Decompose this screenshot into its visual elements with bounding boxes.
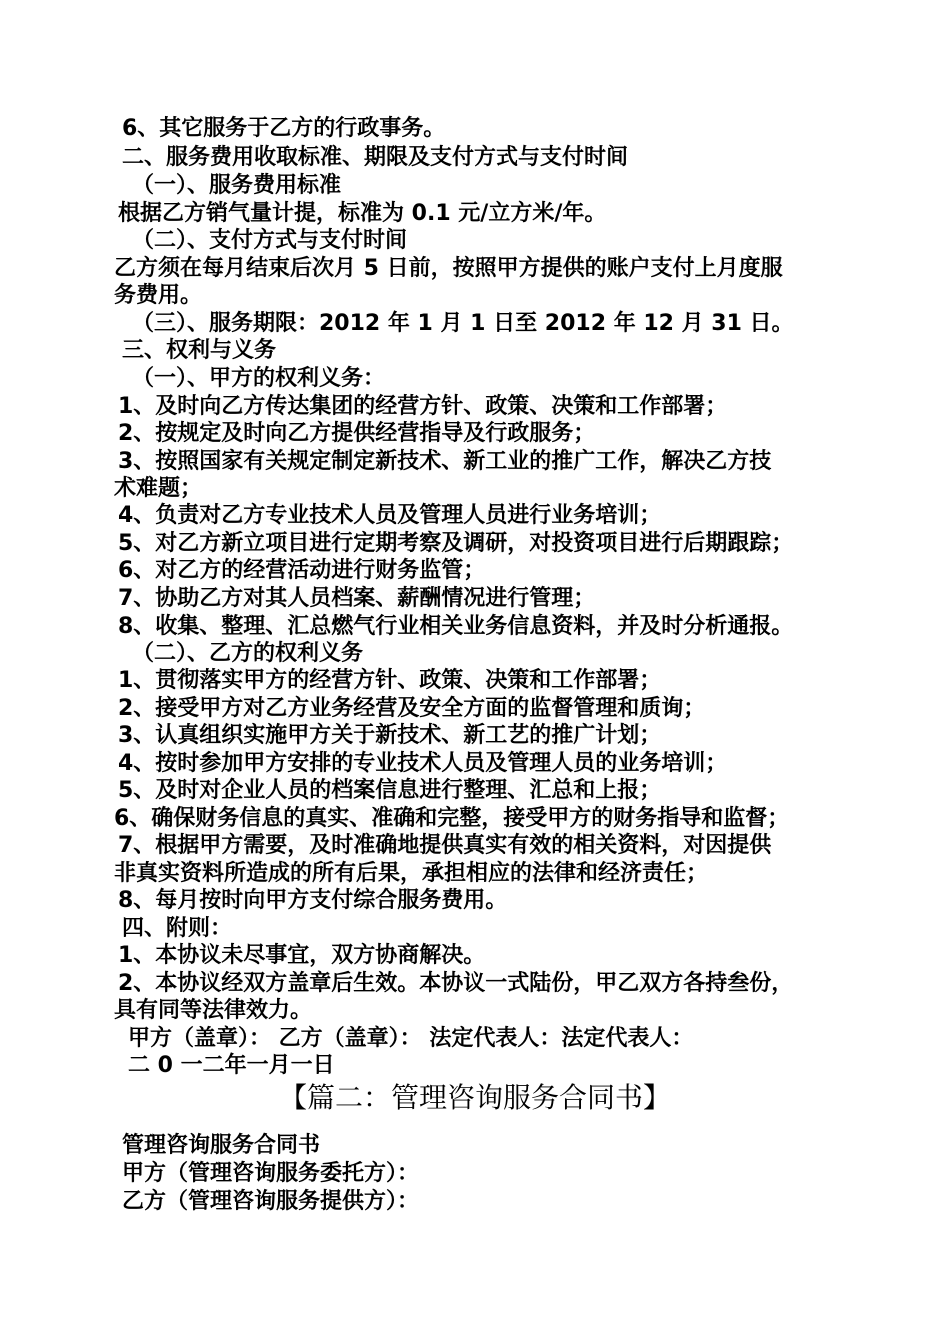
list-item: 8、收集、整理、汇总燃气行业相关业务信息资料，并及时分析通报。	[118, 614, 794, 639]
text-line: 6、其它服务于乙方的行政事务。	[122, 116, 446, 141]
subsection-heading: （三）、服务期限：2012 年 1 月 1 日至 2012 年 12 月 31 日。	[132, 311, 794, 336]
list-item: 7、协助乙方对其人员档案、薪酬情况进行管理；	[118, 586, 596, 611]
section-heading-3: 三、权利与义务	[122, 338, 277, 363]
list-item: 6、确保财务信息的真实、准确和完整，接受甲方的财务指导和监督；	[114, 806, 790, 831]
list-item: 4、负责对乙方专业技术人员及管理人员进行业务培训；	[118, 503, 662, 528]
signature-line: 甲方（盖章）： 乙方（盖章）： 法定代表人：法定代表人：	[128, 1026, 694, 1051]
list-item: 7、根据甲方需要，及时准确地提供真实有效的相关资料，对因提供	[118, 833, 772, 858]
contract-title: 管理咨询服务合同书	[122, 1133, 321, 1158]
list-item: 非真实资料所造成的所有后果，承担相应的法律和经济责任；	[114, 861, 709, 886]
list-item: 1、贯彻落实甲方的经营方针、政策、决策和工作部署；	[118, 668, 662, 693]
text-line: 乙方须在每月结束后次月 5 日前，按照甲方提供的账户支付上月度服	[114, 256, 783, 281]
list-item: 8、每月按时向甲方支付综合服务费用。	[118, 888, 508, 913]
list-item: 4、按时参加甲方安排的专业技术人员及管理人员的业务培训；	[118, 751, 728, 776]
list-item: 术难题；	[114, 476, 203, 501]
text-line: 根据乙方销气量计提，标准为 0.1 元/立方米/年。	[118, 201, 607, 226]
party-a-line: 甲方（管理咨询服务委托方）：	[122, 1161, 420, 1186]
list-item: 2、本协议经双方盖章后生效。本协议一式陆份，甲乙双方各持叁份，	[118, 971, 794, 996]
list-item: 3、按照国家有关规定制定新技术、新工业的推广工作，解决乙方技	[118, 449, 772, 474]
list-item: 1、本协议未尽事宜，双方协商解决。	[118, 943, 486, 968]
list-item: 5、及时对企业人员的档案信息进行整理、汇总和上报；	[118, 778, 662, 803]
list-item: 2、按规定及时向乙方提供经营指导及行政服务；	[118, 421, 596, 446]
list-item: 3、认真组织实施甲方关于新技术、新工艺的推广计划；	[118, 723, 662, 748]
subsection-heading: （二）、乙方的权利义务	[132, 641, 364, 666]
section-heading-2: 二、服务费用收取标准、期限及支付方式与支付时间	[122, 145, 629, 170]
subsection-heading: （二）、支付方式与支付时间	[132, 228, 408, 253]
subsection-heading: （一）、甲方的权利义务：	[132, 366, 386, 391]
section-title: 【篇二：管理咨询服务合同书】	[278, 1081, 671, 1114]
list-item: 6、对乙方的经营活动进行财务监管；	[118, 558, 486, 583]
section-heading-4: 四、附则：	[122, 916, 233, 941]
list-item: 5、对乙方新立项目进行定期考察及调研，对投资项目进行后期跟踪；	[118, 531, 794, 556]
list-item: 2、接受甲方对乙方业务经营及安全方面的监督管理和质询；	[118, 696, 706, 721]
list-item: 1、及时向乙方传达集团的经营方针、政策、决策和工作部署；	[118, 394, 728, 419]
party-b-line: 乙方（管理咨询服务提供方）：	[122, 1189, 420, 1214]
date-line: 二 0 一二年一月一日	[128, 1053, 335, 1078]
subsection-heading: （一）、服务费用标准	[132, 173, 342, 198]
text-line: 务费用。	[114, 283, 203, 308]
list-item: 具有同等法律效力。	[114, 998, 313, 1023]
